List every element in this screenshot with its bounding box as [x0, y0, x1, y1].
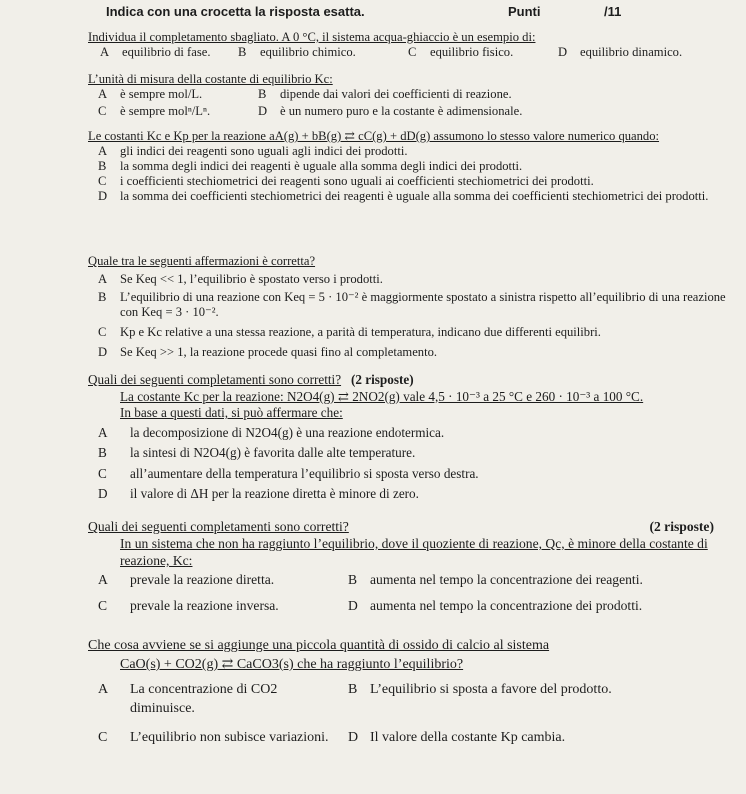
question-2: [88, 72, 728, 119]
q7-option-d[interactable]: D Il valore della costante Kp cambia.: [348, 730, 566, 745]
instruction-heading: Indica con una crocetta la risposta esatta.: [106, 4, 365, 19]
question-1: [88, 30, 728, 60]
q3-option-d[interactable]: D la somma dei coefficienti stechiometrici dei reagenti è uguale alla somma dei coefficienti stechiometrici dei prodotti.: [98, 189, 709, 203]
question-2-stem: L’unità di misura della costante di equilibrio Kc:: [88, 72, 333, 86]
q6-option-d[interactable]: D aumenta nel tempo la concentrazione dei prodotti.: [348, 598, 643, 613]
question-5-stem: Quali dei seguenti completamenti sono corretti?: [88, 372, 342, 387]
question-7-stem: Che cosa avviene se si aggiunge una piccola quantità di ossido di calcio al sistema: [88, 638, 550, 653]
q2-option-a[interactable]: A è sempre mol/L.: [98, 87, 203, 101]
q5-option-a[interactable]: A la decomposizione di N2O4(g) è una reazione endotermica.: [98, 424, 445, 440]
question-1-stem: Individua il completamento sbagliato. A 0 °C, il sistema acqua-ghiaccio è un esempio di:: [88, 30, 536, 44]
q1-option-d[interactable]: D equilibrio dinamico.: [558, 45, 683, 59]
q5-option-d[interactable]: D il valore di ΔH per la reazione diretta è minore di zero.: [98, 486, 419, 501]
q2-option-d[interactable]: D è un numero puro e la costante è adimensionale.: [258, 104, 523, 118]
question-6-context: In un sistema che non ha raggiunto l’equilibrio, dove il quoziente di reazione, Qc, è minore della costante di reazione, Kc:: [120, 536, 708, 568]
q4-option-b[interactable]: B L’equilibrio di una reazione con Keq = 5 · 10⁻² è maggiormente spostato a sinistra rispetto all’equilibrio di una reazione con Keq = 3 · 10⁻².: [98, 290, 726, 319]
question-5: [88, 372, 728, 503]
question-4-stem: Quale tra le seguenti affermazioni è corretta?: [88, 254, 316, 268]
q1-option-a[interactable]: A equilibrio di fase.: [100, 45, 211, 59]
q4-option-c[interactable]: C Kp e Kc relative a una stessa reazione, a parità di temperatura, indicano due differenti equilibri.: [98, 325, 601, 339]
q4-option-a[interactable]: A Se Keq << 1, l’equilibrio è spostato verso i prodotti.: [98, 272, 383, 286]
points-label: Punti: [508, 4, 541, 19]
question-4: [88, 254, 728, 360]
score-field[interactable]: /11: [604, 4, 622, 19]
question-5-context: La costante Kc per la reazione: N2O4(g) ⇄ 2NO2(g) vale 4,5 · 10⁻³ a 25 °C e 260 · 10⁻³ a 100 °C.: [120, 388, 644, 404]
q1-option-c[interactable]: C equilibrio fisico.: [408, 45, 514, 59]
question-7: [88, 636, 728, 747]
q3-option-c[interactable]: C i coefficienti stechiometrici dei reagenti sono uguali ai coefficienti stechiometrici dei prodotti.: [98, 174, 594, 188]
q7-option-b[interactable]: B L’equilibrio si sposta a favore del prodotto.: [348, 682, 612, 697]
q7-option-c[interactable]: C L’equilibrio non subisce variazioni.: [98, 730, 329, 745]
q6-option-c[interactable]: C prevale la reazione inversa.: [98, 598, 279, 613]
q3-option-b[interactable]: B la somma degli indici dei reagenti è uguale alla somma degli indici dei prodotti.: [98, 159, 523, 173]
q1-option-b[interactable]: B equilibrio chimico.: [238, 45, 356, 59]
question-6-stem: Quali dei seguenti completamenti sono corretti?: [88, 519, 349, 534]
q6-option-b[interactable]: B aumenta nel tempo la concentrazione dei reagenti.: [348, 572, 643, 587]
question-5-prompt: In base a questi dati, si può affermare che:: [120, 405, 343, 420]
question-5-tag: (2 risposte): [350, 372, 414, 387]
q5-option-c[interactable]: C all’aumentare della temperatura l’equilibrio si sposta verso destra.: [98, 465, 479, 481]
q3-option-a[interactable]: A gli indici dei reagenti sono uguali agli indici dei prodotti.: [98, 144, 408, 158]
question-7-reaction: CaO(s) + CO2(g) ⇄ CaCO3(s) che ha raggiunto l’equilibrio?: [120, 657, 464, 672]
q4-option-d[interactable]: D Se Keq >> 1, la reazione procede quasi fino al completamento.: [98, 345, 438, 359]
question-6: [88, 518, 728, 614]
question-3: [88, 129, 728, 204]
q6-option-a[interactable]: A prevale la reazione diretta.: [98, 572, 275, 587]
q7-option-a[interactable]: A La concentrazione di CO2 diminuisce.: [98, 682, 278, 716]
question-6-tag: (2 risposte): [649, 519, 714, 534]
q2-option-b[interactable]: B dipende dai valori dei coefficienti di reazione.: [258, 87, 512, 101]
question-3-stem: Le costanti Kc e Kp per la reazione aA(g) + bB(g) ⇄ cC(g) + dD(g) assumono lo stesso valore numerico quando:: [88, 129, 660, 143]
q5-option-b[interactable]: B la sintesi di N2O4(g) è favorita dalle alte temperature.: [98, 445, 416, 460]
q2-option-c[interactable]: C è sempre molⁿ/Lⁿ.: [98, 104, 211, 118]
